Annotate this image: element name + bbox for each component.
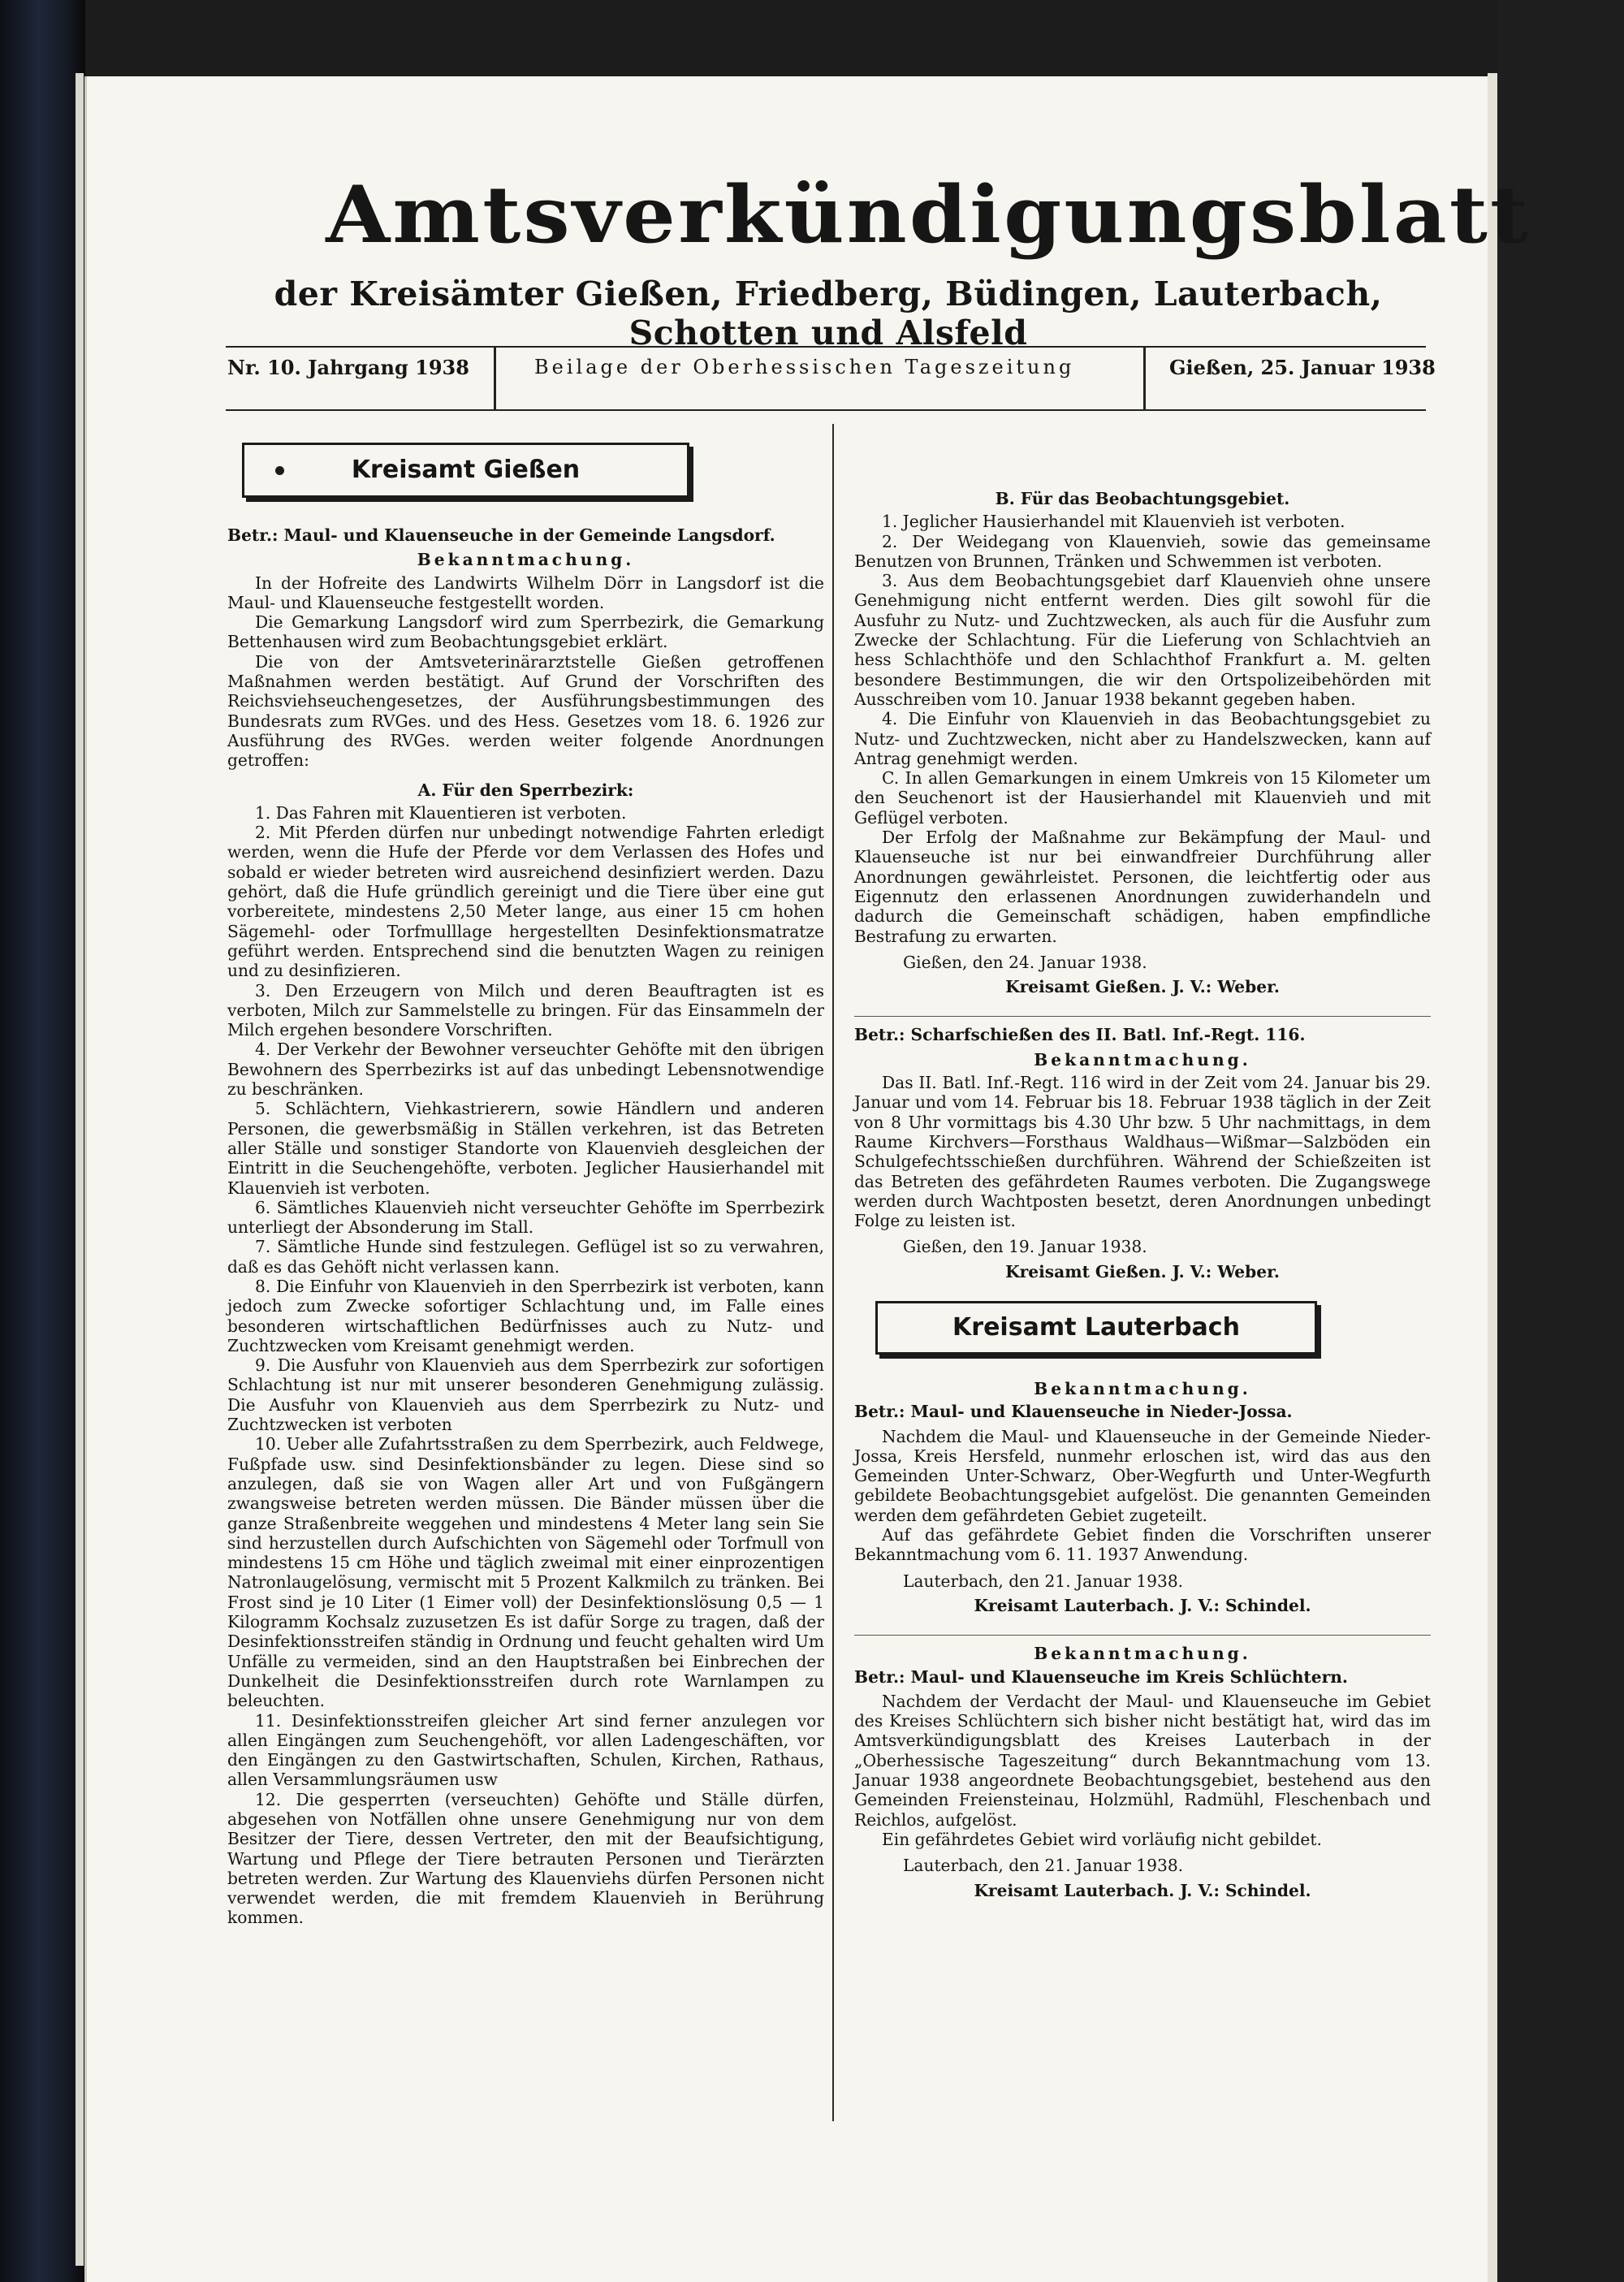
page-edge-strip: [1488, 73, 1497, 2282]
notice-signature: Kreisamt Lauterbach. J. V.: Schindel.: [974, 1595, 1311, 1615]
paragraph: Die von der Amtsveterinärarztstelle Gießen getroffenen Maßnahmen werden bestätigt. Auf Grund der Vorschriften des Reichsviehseuchengesetzes, der Ausführungsbestimmungen des Bundesrats zum RVGes. und des Hess. Gesetzes vom 18. 6. 1926 zur Ausführung des RVGes. werden weiter folgende Anordnungen getroffen:: [227, 651, 824, 771]
notice-subject: Betr.: Maul- und Klauenseuche im Kreis Schlüchtern.: [854, 1666, 1348, 1687]
notice-separator: [854, 1635, 1431, 1636]
notice-date: Gießen, den 24. Januar 1938.: [903, 952, 1147, 972]
list-item: 5. Schlächtern, Viehkastrierern, sowie Händlern und anderen Personen, die gewerbsmäßig in Ställen verkehren, ist das Betreten aller Ställe und sonstiger Standorte von Klauenvieh desgleichen der Eintritt in die Seuchengehöfte, verboten. Jeglicher Hausierhandel mit Klauenvieh ist verboten.: [227, 1099, 824, 1198]
subsection-heading: B. Für das Beobachtungsgebiet.: [995, 489, 1290, 508]
list-item: 8. Die Einfuhr von Klauenvieh in den Sperrbezirk ist verboten, kann jedoch zum Zwecke sofortiger Schlachtung und, im Falle eines besonderen wirtschaftlichen Bedürfnisses auch zu Nutz- und Zuchtzwecken vom Kreisamt genehmigt werden.: [227, 1276, 824, 1355]
list-item: 9. Die Ausfuhr von Klauenvieh aus dem Sperrbezirk zur sofortigen Schlachtung ist nur mit unserer besonderen Genehmigung zulässig. Die Ausfuhr von Klauenvieh aus dem Sperrbezirk zu Nutz- und Zuchtzwecken ist verboten: [227, 1355, 824, 1435]
notice-subject: Betr.: Scharfschießen des II. Batl. Inf.-Regt. 116.: [854, 1025, 1306, 1045]
place-date: Gießen, 25. Januar 1938: [1169, 356, 1436, 379]
issue-number: Nr. 10. Jahrgang 1938: [227, 356, 469, 379]
list-item: 2. Der Weidegang von Klauenvieh, sowie das gemeinsame Benutzen von Brunnen, Tränken und Schwemmen ist verboten.: [854, 531, 1431, 571]
notice-signature: Kreisamt Lauterbach. J. V.: Schindel.: [974, 1880, 1311, 1900]
paragraph: Ein gefährdetes Gebiet wird vorläufig nicht gebildet.: [882, 1829, 1322, 1849]
paragraph: Nachdem der Verdacht der Maul- und Klauenseuche im Gebiet des Kreises Schlüchtern sich bisher nicht bestätigt hat, wird das im Amtsverkündigungsblatt des Kreises Lauterbach in der „Oberhessische Tageszeitung“ durch Bekanntmachung vom 13. Januar 1938 angeordnete Beobachtungsgebiet, bestehend aus den Gemeinden Freiensteinau, Holzmühl, Radmühl, Fleschenbach und Reichlos, aufgelöst.: [854, 1691, 1431, 1830]
notice-date: Gießen, den 19. Januar 1938.: [903, 1237, 1147, 1257]
notice-subject: Betr.: Maul- und Klauenseuche in Nieder-Jossa.: [854, 1402, 1293, 1422]
notice-title: Bekanntmachung.: [1034, 1378, 1251, 1398]
notice-title: Bekanntmachung.: [1034, 1049, 1251, 1070]
notice-date: Lauterbach, den 21. Januar 1938.: [903, 1856, 1184, 1876]
masthead-title: Amtsverkündigungsblatt: [326, 169, 1531, 261]
list-item: 4. Die Einfuhr von Klauenvieh in das Beobachtungsgebiet zu Nutz- und Zuchtzwecken, nicht aber zu Handelszwecken, kann auf Antrag genehmigt werden.: [854, 709, 1431, 768]
list-item: 12. Die gesperrten (verseuchten) Gehöfte und Ställe dürfen, abgesehen von Notfällen ohne unsere Genehmigung nur von dem Besitzer der Tiere, dessen Vertreter, den mit der Beaufsichtigung, Wartung und Pflege der Tiere betrauten Personen und Tierärzten betreten werden. Zur Wartung des Klauenviehs dürfen Personen nicht verwendet werden, die mit fremdem Klauenvieh in Berührung kommen.: [227, 1789, 824, 1928]
list-item: 1. Jeglicher Hausierhandel mit Klauenvieh ist verboten.: [882, 512, 1345, 532]
section-heading-label: Kreisamt Lauterbach: [952, 1312, 1240, 1342]
paragraph: Der Erfolg der Maßnahme zur Bekämpfung der Maul- und Klauenseuche ist nur bei einwandfreier Durchführung aller Anordnungen gewährleistet. Personen, die leichtfertig oder aus Eigennutz den erlassenen Anordnungen zuwiderhandeln und dadurch die Gemeinschaft schädigen, haben empfindliche Bestrafung zu erwarten.: [854, 828, 1431, 946]
paragraph: Das II. Batl. Inf.-Regt. 116 wird in der Zeit vom 24. Januar bis 29. Januar und vom 14. Februar bis 18. Februar 1938 täglich in der Zeit von 8 Uhr vormittags bis 4.30 Uhr bzw. 5 Uhr nachmittags, in dem Raume Kirchvers—Forsthaus Waldhaus—Wißmar—Salzböden ein Schulgefechtsschießen durchführen. Während der Schießzeiten ist das Betreten des gefährdeten Raumes verboten. Die Zugangswege werden durch Wachtposten besetzt, deren Anordnungen unbedingt Folge zu leisten ist.: [854, 1073, 1431, 1231]
list-item: C. In allen Gemarkungen in einem Umkreis von 15 Kilometer um den Seuchenort ist der Hausierhandel mit Klauenvieh und mit Geflügel verboten.: [854, 768, 1431, 828]
section-heading-lauterbach: [875, 1301, 1317, 1355]
list-item: 4. Der Verkehr der Bewohner verseuchter Gehöfte mit den übrigen Bewohnern des Sperrbezirks ist auf das unbedingt Lebensnotwendige zu beschränken.: [227, 1039, 824, 1100]
list-item: 10. Ueber alle Zufahrtsstraßen zu dem Sperrbezirk, auch Feldwege, Fußpfade usw. sind Desinfektionsbänder zu legen. Diese sind so anzulegen, daß sie von Wagen aller Art und von Fußgängern zwangsweise betreten werden müssen. Die Bänder müssen über die ganze Straßenbreite weggehen und mindestens 4 Meter lang sein Sie sind herzustellen durch Aufschichten von Sägemehl oder Torfmull von mindestens 15 cm Höhe und täglich zweimal mit einer einprozentigen Natronlaugelösung, vermischt mit 5 Prozent Kalkmilch zu tränken. Bei Frost sind je 10 Liter (1 Eimer voll) der Desinfektionslösung 0,5 — 1 Kilogramm Kochsalz zuzusetzen Es ist dafür Sorge zu tragen, daß der Desinfektionsstreifen ständig in Ordnung und feucht gehalten wird Um Unfälle zu vermeiden, sind an den Hauptstraßen bei Einbrechen der Dunkelheit die Desinfektionsstreifen durch rote Warnlampen zu beleuchten.: [227, 1434, 824, 1711]
list-item: 11. Desinfektionsstreifen gleicher Art sind ferner anzulegen vor allen Eingängen zum Seuchengehöft, vor allen Ladengeschäften, vor den Eingängen zu den Gastwirtschaften, Schulen, Kirchen, Rathaus, allen Versammlungsräumen usw: [227, 1710, 824, 1790]
list-item: 7. Sämtliche Hunde sind festzulegen. Geflügel ist so zu verwahren, daß es das Gehöft nicht verlassen kann.: [227, 1237, 824, 1277]
left-column: [227, 439, 824, 1928]
list-item: 2. Mit Pferden dürfen nur unbedingt notwendige Fahrten erledigt werden, wenn die Hufe der Pferde vor dem Verlassen des Hofes und sobald er wieder betreten wird ausreichend desinfiziert werden. Dazu gehört, daß die Hufe gründlich gereinigt und die Tiere über eine gut vorbereitete, mindestens 2,50 Meter lange, aus einer 15 cm hohen Sägemehl- oder Torfmulllage hergestellten Desinfektionsmatratze geführt werden. Entsprechend sind die benutzten Wagen zu reinigen und zu desinfizieren.: [227, 823, 824, 981]
subsection-heading: A. Für den Sperrbezirk:: [417, 780, 634, 800]
issue-info-bar: [226, 346, 1436, 411]
bullet-icon: [275, 466, 284, 475]
right-column: [854, 421, 1431, 1920]
paragraph: Nachdem die Maul- und Klauenseuche in der Gemeinde Nieder-Jossa, Kreis Hersfeld, nunmehr erloschen ist, wird das aus den Gemeinden Unter-Schwarz, Ober-Wegfurth und Unter-Wegfurth gebildete Beobachtungsgebiet aufgelöst. Die genannten Gemeinden werden dem gefährdeten Gebiet zugeteilt.: [854, 1426, 1431, 1525]
binding-edge: [76, 73, 84, 2266]
column-divider: [832, 424, 834, 2121]
notice-signature: Kreisamt Gießen. J. V.: Weber.: [1005, 977, 1280, 997]
notice-date: Lauterbach, den 21. Januar 1938.: [903, 1571, 1184, 1591]
notice-separator: [854, 1016, 1431, 1017]
paragraph: Die Gemarkung Langsdorf wird zum Sperrbezirk, die Gemarkung Bettenhausen wird zum Beobachtungsgebiet erklärt.: [227, 612, 824, 652]
paragraph: Auf das gefährdete Gebiet finden die Vorschriften unserer Bekanntmachung vom 6. 11. 1937 Anwendung.: [854, 1525, 1431, 1565]
list-item: 1. Das Fahren mit Klauentieren ist verboten.: [255, 802, 627, 823]
list-item: 3. Aus dem Beobachtungsgebiet darf Klauenvieh ohne unsere Genehmigung nicht entfernt werden. Dies gilt sowohl für die Ausfuhr zu Nutz- und Zuchtzwecken, als auch für die Ausfuhr zum Zwecke der Schlachtung. Für die Lieferung von Schlachtvieh an hess Schlachthöfe und den Schlachthof Frankfurt a. M. gelten besondere Bestimmungen, die wir den Ortspolizeibehörden mit Ausschreiben vom 10. Januar 1938 bekannt gegeben haben.: [854, 571, 1431, 709]
notice-subject: Betr.: Maul- und Klauenseuche in der Gemeinde Langsdorf.: [227, 525, 775, 545]
book-binding: [0, 0, 85, 2282]
notice-title: Bekanntmachung.: [1034, 1644, 1251, 1664]
notice-signature: Kreisamt Gießen. J. V.: Weber.: [1005, 1261, 1280, 1281]
list-item: 6. Sämtliches Klauenvieh nicht verseuchter Gehöfte im Sperrbezirk unterliegt der Absonderung im Stall.: [227, 1197, 824, 1238]
info-divider: [494, 346, 496, 409]
scan-background: [1497, 0, 1624, 2282]
list-item: 3. Den Erzeugern von Milch und deren Beauftragten ist es verboten, Milch zur Sammelstelle zu bringen. Für das Einsammeln der Milch ergehen besondere Vorschriften.: [227, 980, 824, 1040]
notice-title: Bekanntmachung.: [417, 550, 635, 570]
section-heading-giessen: [242, 443, 689, 498]
section-heading-label: Kreisamt Gießen: [351, 456, 581, 484]
masthead-subtitle: der Kreisämter Gießen, Friedberg, Büdingen, Lauterbach, Schotten und Alsfeld: [274, 274, 1383, 352]
paragraph: In der Hofreite des Landwirts Wilhelm Dörr in Langsdorf ist die Maul- und Klauenseuche festgestellt worden.: [227, 573, 824, 612]
info-divider: [1143, 346, 1146, 409]
supplement-line: Beilage der Oberhessischen Tageszeitung: [534, 356, 1075, 378]
